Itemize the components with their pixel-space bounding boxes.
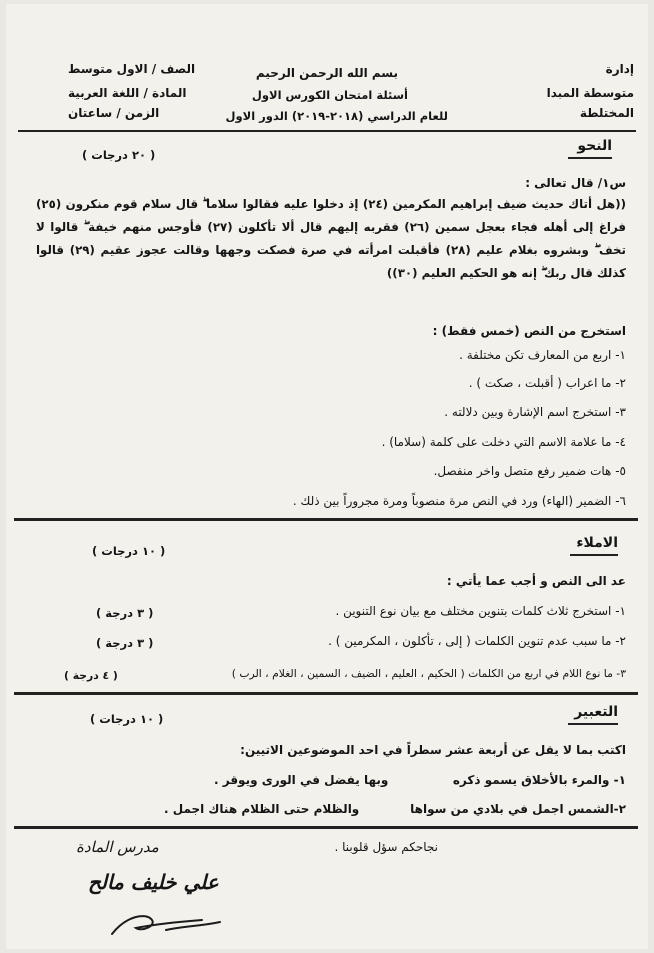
basmala: بسم الله الرحمن الرحيم (255, 66, 398, 80)
grammar-heading-underline (568, 157, 612, 159)
grammar-item-5: ٥- هات ضمير رفع متصل واخر منفصل. (433, 464, 626, 478)
header-grade-level: الصف / الاول متوسط (68, 62, 196, 76)
dictation-item-1-grade: ( ٣ درجة ) (96, 606, 154, 620)
topic-1-first-hemistich: ١- والمرء بالأخلاق يسمو ذكره (452, 773, 626, 787)
grammar-heading: النحو (577, 138, 612, 154)
closing-wish: نجاحكم سؤل قلوبنا . (334, 840, 438, 854)
dictation-item-2: ٢- ما سبب عدم تنوين الكلمات ( إلى ، تأكلون ، المكرمين ) . (328, 634, 626, 648)
grammar-item-1: ١- اربع من المعارف تكن مختلفة . (459, 348, 626, 362)
dictation-heading-underline (570, 554, 618, 556)
exam-paper (6, 4, 648, 949)
header-subject: المادة / اللغة العربية (68, 86, 187, 100)
expression-grade: ( ١٠ درجات ) (90, 712, 164, 726)
dictation-item-3: ٣- ما نوع اللام في اربع من الكلمات ( الحكيم ، العليم ، الضيف ، السمين ، الغلام ، الرب ) (231, 667, 626, 680)
topic-2-first-hemistich: ٢-الشمس اجمل في بلادي من سواها (410, 802, 626, 816)
header-divider (18, 130, 636, 132)
header-admin: إدارة (605, 62, 634, 76)
grammar-grade: ( ٢٠ درجات ) (82, 148, 156, 162)
topic-2-second-hemistich: والظلام حتى الظلام هناك اجمل . (164, 802, 360, 816)
expression-instruction: اكتب بما لا يقل عن أربعة عشر سطراً في احد الموضوعين الاتيين: (240, 743, 626, 757)
dictation-item-3-grade: ( ٤ درجة ) (64, 669, 118, 682)
grammar-item-4: ٤- ما علامة الاسم التي دخلت على كلمة (سلاما) . (381, 435, 626, 449)
question-number: س١/ قال تعالى : (525, 176, 626, 190)
expression-heading: التعبير (574, 704, 618, 720)
header-school: متوسطة المبدا (546, 86, 634, 100)
section-divider-1 (14, 518, 638, 521)
section-divider-3 (14, 826, 638, 829)
dictation-item-2-grade: ( ٣ درجة ) (96, 636, 154, 650)
header-duration: الزمن / ساعتان (68, 106, 160, 120)
teacher-signature-name: علي خليف مالح (88, 870, 219, 894)
header-school-type: المختلطة (579, 106, 634, 120)
dictation-heading: الاملاء (576, 535, 618, 551)
grammar-item-3: ٣- استخرج اسم الإشارة وبين دلالته . (444, 405, 626, 419)
expression-heading-underline (568, 723, 618, 725)
grammar-item-6: ٦- الضمير (الهاء) ورد في النص مرة منصوباً ومرة مجروراً بين ذلك . (292, 494, 626, 508)
section-divider-2 (14, 692, 638, 695)
grammar-instruction: استخرج من النص (خمس فقط) : (432, 324, 626, 338)
exam-title: أسئلة امتحان الكورس الاول (251, 88, 408, 102)
dictation-instruction: عد الى النص و أجب عما يأتي : (446, 574, 626, 588)
teacher-label: مدرس المادة (76, 838, 159, 856)
exam-year: للعام الدراسي (٢٠١٨-٢٠١٩) الدور الاول (225, 109, 448, 123)
quran-verse: ((هل أتاك حديث ضيف إبراهيم المكرمين (٢٤) إذ دخلوا عليه فقالوا سلاما ۖ قال سلام قوم منكرون (٢٥) فراغ إلى أهله فجاء بعجل سمين (٢٦) فقربه إليهم قال ألا تأكلون (٢٧) فأوجس منهم خيفة ۖ قالوا لا تخف ۖ وبشروه بغلام عليم (٢٨) فأقبلت امرأته في صرة فصكت وجهها وقالت عجوز عقيم (٢٩) قالوا كذلك قال ربك ۖ إنه هو الحكيم العليم (٣٠)) (36, 197, 627, 280)
grammar-item-2: ٢- ما اعراب ( أقبلت ، صكت ) . (468, 376, 626, 390)
dictation-grade: ( ١٠ درجات ) (92, 544, 166, 558)
dictation-item-1: ١- استخرج ثلاث كلمات بتنوين مختلف مع بيان نوع التنوين . (335, 604, 626, 618)
topic-1-second-hemistich: وبها يفضل في الورى ويوقر . (214, 773, 389, 787)
signature-scribble (106, 906, 226, 942)
